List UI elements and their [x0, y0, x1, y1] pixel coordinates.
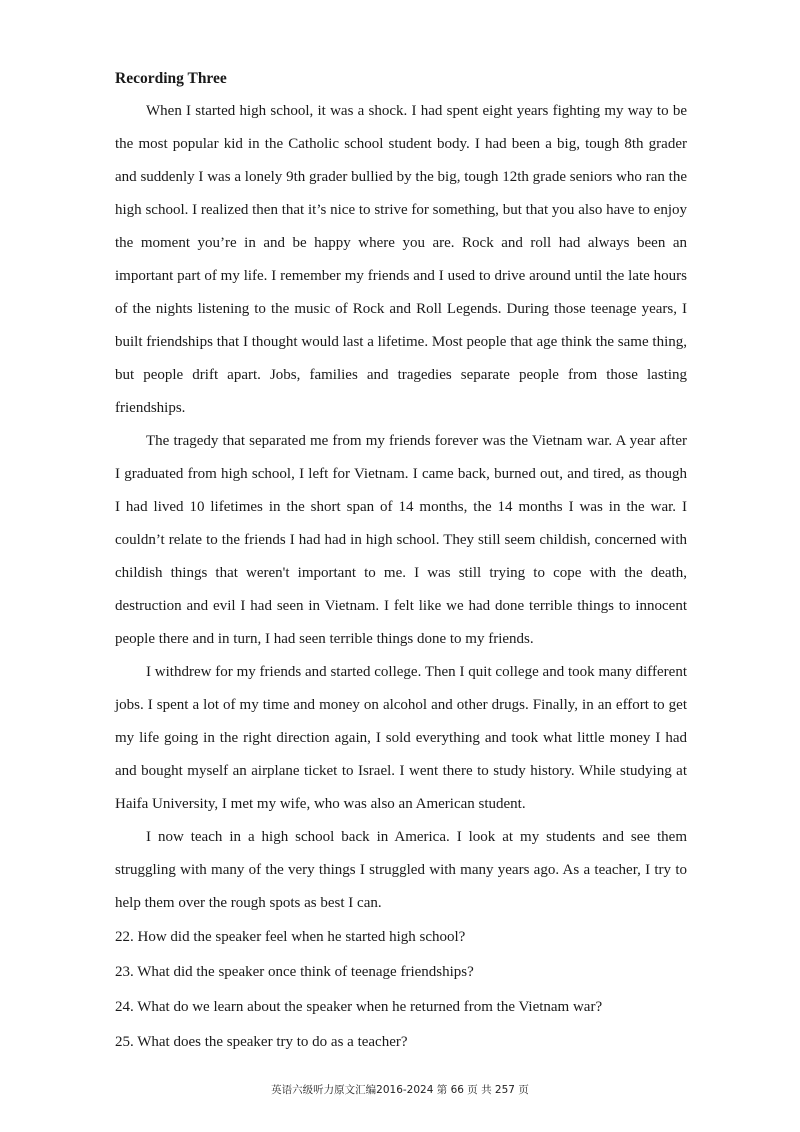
paragraph-3: I withdrew for my friends and started college. Then I quit college and took many different jobs. I spent a lot of my time and money on alcohol and other drugs. Finally, in an effort to get my life going in the right direction again, I sold everything and took what little money I had and bought myself an airplane ticket to Israel. I went there to study history. While studying at Haifa University, I met my wife, who was also an American student. [115, 664, 687, 812]
question-25: 25. What does the speaker try to do as a teacher? [115, 1034, 408, 1050]
document-body [115, 62, 687, 1060]
question-24: 24. What do we learn about the speaker when he returned from the Vietnam war? [115, 999, 603, 1015]
section-title: Recording Three [115, 70, 227, 87]
question-list [115, 920, 687, 1060]
question-22: 22. How did the speaker feel when he started high school? [115, 929, 466, 945]
paragraph-1: When I started high school, it was a shock. I had spent eight years fighting my way to be the most popular kid in the Catholic school student body. I had been a big, tough 8th grader and suddenly I was a lonely 9th grader bullied by the big, tough 12th grade seniors who ran the high school. I realized then that it’s nice to strive for something, but that you also have to enjoy the moment you’re in and be happy where you are. Rock and roll had always been an important part of my life. I remember my friends and I used to drive around until the late hours of the nights listening to the music of Rock and Roll Legends. During those teenage years, I built friendships that I thought would last a lifetime. Most people that age think the same thing, but people drift apart. Jobs, families and tragedies separate people from those lasting friendships. [115, 103, 687, 416]
paragraph-2: The tragedy that separated me from my friends forever was the Vietnam war. A year after I graduated from high school, I left for Vietnam. I came back, burned out, and tired, as though I had lived 10 lifetimes in the short span of 14 months, the 14 months I was in the war. I couldn’t relate to the friends I had had in high school. They still seem childish, concerned with childish things that weren't important to me. I was still trying to cope with the death, destruction and evil I had seen in Vietnam. I felt like we had done terrible things to innocent people there and in turn, I had seen terrible things done to my friends. [115, 433, 687, 647]
question-23: 23. What did the speaker once think of teenage friendships? [115, 964, 474, 980]
page-footer: 英语六级听力原文汇编2016-2024 第 66 页 共 257 页 [271, 1084, 529, 1096]
paragraph-4: I now teach in a high school back in America. I look at my students and see them struggling with many of the very things I struggled with many years ago. As a teacher, I try to help them over the rough spots as best I can. [115, 829, 687, 911]
